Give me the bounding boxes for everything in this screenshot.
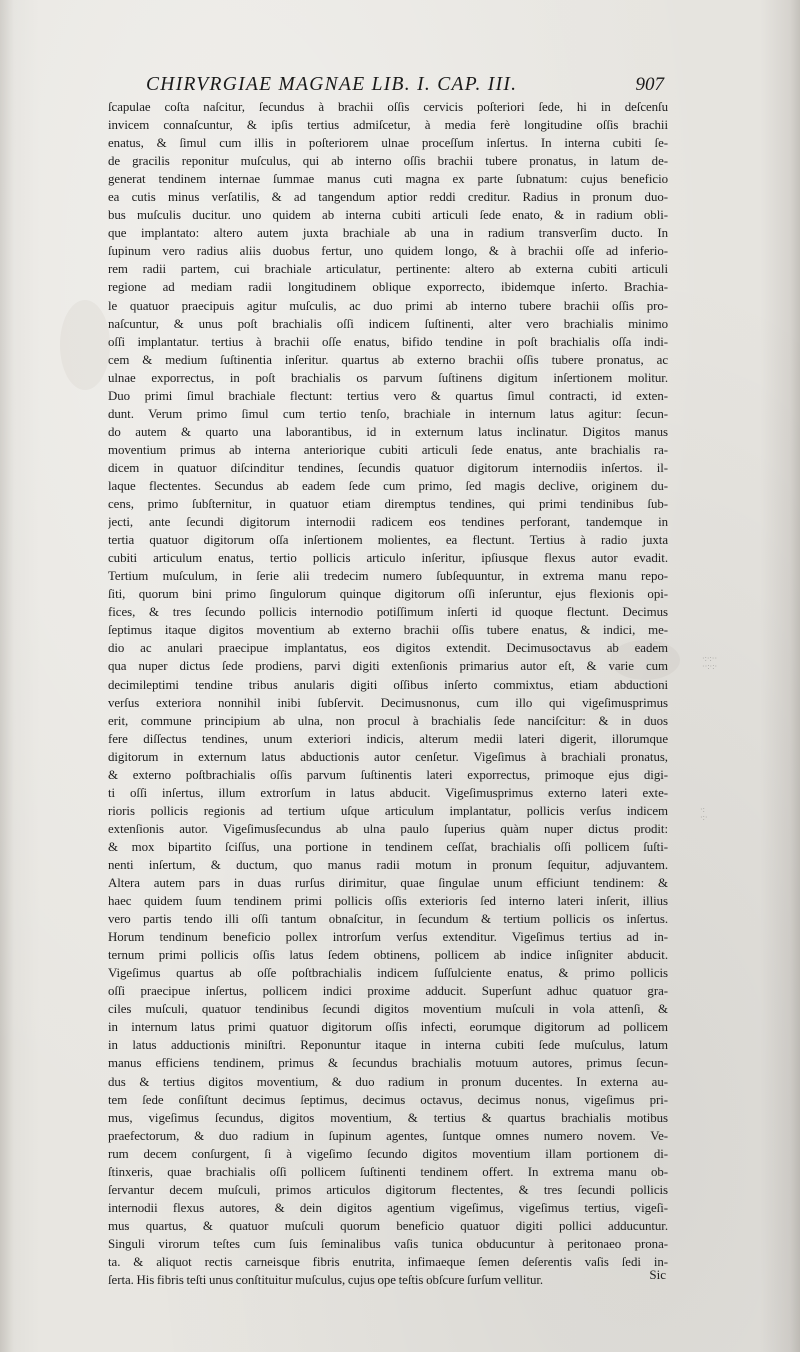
text-line: cem & medium ſuſtinentia inſeritur. quartus ab externo brachii oſſis tubere pronatus, ac: [108, 352, 668, 367]
text-line: ſcapulae coſta naſcitur, ſecundus à brachii oſſis cervicis poſteriori ſede, hi in deſcenſu: [108, 100, 668, 114]
text-line: bus muſculis ducitur. uno quidem ab interna cubiti articuli ſede enato, & in radium obli-: [108, 208, 668, 223]
text-line: haec quidem ſuum tendinem primi pollicis oſſis exterioris ſed interno lateri inſerit, illius: [108, 894, 668, 909]
text-line: nenti inſertum, & ductum, quo manus radii motum in pronum ſequitur, adjuvantem.: [108, 857, 668, 872]
text-line: invicem connaſcuntur, & ipſis tertius admiſcetur, à media ferè longitudine oſſis brachii: [108, 118, 668, 133]
text-line: naſcuntur, & unus poſt brachialis oſſi indicem ſuſtinenti, alter vero brachialis minimo: [108, 316, 668, 331]
text-line: & externo poſtbrachialis oſſis parvum ſuſtinentis lateri exporrectus, primoque ejus digi-: [108, 767, 668, 782]
text-line: ulnae exporrectus, in poſt brachialis os parvum ſuſtinens digitum inſertionem molitur.: [108, 370, 668, 385]
text-line: fere diſſectus tendines, unum exteriori indicis, alterum medii lateri digerit, illorumque: [108, 731, 668, 746]
text-line: & mox bipartito ſciſſus, una portione in tendinem ceſſat, brachialis oſſi pollicem ſuſti-: [108, 839, 668, 854]
text-line: praefectorum, & duo radium in ſupinum agentes, ſuntque omnes numero novem. Ve-: [108, 1128, 668, 1143]
text-line: vero partis tendo illi oſſi tantum obnaſcitur, in ſecundum & tertium pollicis os inſertus.: [108, 912, 668, 927]
text-line: decimileptimi tendine tribus anularis digiti oſſibus inſerto commixtus, etiam abductioni: [108, 677, 668, 692]
text-line: dus & tertius digitos moventium, & duo radium in pronum ducentes. In externa au-: [108, 1074, 668, 1089]
margin-bleed-mark: ·: ·:·: [700, 805, 708, 822]
body-text: [108, 98, 668, 1289]
margin-bleed-mark: ·:·:·· ··:·:·: [702, 654, 718, 671]
text-line: qua nuper dictus ſede prodiens, parvi digiti extenſionis primarius autor eſt, & varie cum: [108, 659, 668, 674]
text-line: do autem & quarto una laborantibus, id in externum latus inclinatur. Digitos manus: [108, 424, 668, 439]
text-line: in latus adductionis miniſtri. Reponuntur itaque in interna cubiti ſede muſculus, latum: [108, 1038, 668, 1053]
text-line: fices, & tres ſecundo pollicis internodio potiſſimum inſerti id quoque flectunt. Decimus: [108, 605, 668, 620]
catchword: Sic: [649, 1267, 666, 1282]
text-line: enatus, & ſimul cum illis in poſteriorem ulnae proceſſum inſertus. In interna cubiti ſe-: [108, 136, 668, 151]
text-line: ta. & aliquot rectis carneisque fibris enutrita, infimaeque ſemen deſerentis vaſis ſedi in-: [108, 1255, 668, 1269]
text-line: Singuli virorum teſtes cum ſuis ſeminalibus vaſis tunica obducuntur à peritonaeo prona-: [108, 1236, 668, 1251]
running-title: CHIRVRGIAE MAGNAE LIB. I. CAP. III.: [146, 74, 518, 95]
text-line: verſus exteriora nonnihil inibi ſubſervit. Decimusnonus, cum illo qui vigeſimusprimus: [108, 695, 668, 710]
text-line: regione ad mediam radii longitudinem oblique exporrecto, ibidemque inſerto. Brachia-: [108, 280, 668, 295]
text-line: mus, vigeſimus ſecundus, digitos moventium, & tertius & quartus brachialis motibus: [108, 1110, 668, 1125]
text-line: Duo primi ſimul brachiale flectunt: tertius vero & quartus ſimul contracti, id exten-: [108, 388, 668, 403]
text-line: erit, commune principium ab ulna, non procul à brachialis ſede nanciſcitur: & in duos: [108, 713, 668, 728]
text-line: ti oſſi inſertus, illum extrorſum in latus abducit. Vigeſimusprimus externo lateri exte-: [108, 785, 668, 800]
text-line: ſervantur decem muſculi, primos articulos digitorum flectentes, & tres ſecundi pollicis: [108, 1182, 668, 1197]
text-line: dio ac anulari praecipue implantatus, eos digitos extendit. Decimusoctavus ab eadem: [108, 641, 668, 656]
text-line: ſiti, quorum bini primo ſingulorum quinque digitorum oſſi inſeruntur, ejus flexionis opi-: [108, 587, 668, 602]
text-line: cens, primo ſubſternitur, in quatuor etiam diremptus tendines, qui primi tendinibus ſub-: [108, 497, 668, 512]
text-line: dicem in quatuor diſcinditur tendines, ſecundis quatuor digitorum internodiis inſertos. il-: [108, 460, 668, 475]
text-line: moventium primus ab interna anteriorique cubiti articuli ſede enatus, ante brachialis ra-: [108, 442, 668, 457]
text-line: ſerta. His fibris teſti unus conſtituitur muſculus, cujus ope teſtis obſcure ſurſum vellitur.: [108, 1273, 544, 1288]
text-line: extenſionis autor. Vigeſimusſecundus ab ulna paulo ſuperius quàm nuper dictus prodit:: [108, 821, 668, 836]
text-line: Altera autem pars in duas rurſus dirimitur, quae ſingulae unum efficiunt tendinem: &: [108, 876, 668, 891]
page-number: 907: [635, 74, 664, 95]
text-line: Horum tendinum beneficio pollex introrſum verſus extenditur. Vigeſimus tertius ad in-: [108, 930, 668, 945]
paper-stain: [60, 300, 110, 390]
text-line: ea cutis minus verſatilis, & ad tangendum aptior reddi creditur. Radius in pronum duo-: [108, 190, 668, 205]
text-line: generat tendinem internae ſummae manus cuti magna ex parte ſubnatum: cujus beneficio: [108, 172, 668, 187]
text-line: jecti, ante ſecundi digitorum internodii radicem eos tendines perforant, tandemque in: [108, 515, 668, 530]
text-line: de gracilis reponitur muſculus, qui ab interno oſſis brachii tubere pronatus, in latum de-: [108, 154, 668, 169]
text-line: mus quartus, & quatuor muſculi quorum beneficio quatuor digiti pollici adducuntur.: [108, 1218, 668, 1233]
text-line: que implantato: altero autem juxta brachiale ab una in radium transverſim ducto. In: [108, 226, 668, 241]
text-line: in internum latus primi quatuor digitorum oſſis infecti, eorumque digitorum ad pollicem: [108, 1020, 668, 1035]
text-line: Tertium muſculum, in ſerie alii tredecim numero ſubſequuntur, in extrema manu repo-: [108, 569, 668, 584]
text-line: ternum primi pollicis oſſis latus ſedem obtinens, pollicem ab indice inſigniter abducit.: [108, 948, 668, 963]
text-line: laque flectentes. Secundus ab eadem ſede cum primo, ſed magis declive, originem du-: [108, 478, 668, 493]
text-line: le quatuor praecipuis agitur muſculis, ac duo primi ab interno tubere brachii oſſis pro-: [108, 298, 668, 313]
text-line: rum decem conſurgent, ſi à vigeſimo ſecundo digitos moventium illam portionem di-: [108, 1146, 668, 1161]
text-line: digitorum in externum latus abductionis autor cenſetur. Vigeſimus à brachiali pronatus,: [108, 749, 668, 764]
text-line: ciles muſculi, quatuor tendinibus ſecundi digitos moventium muſculi in vola attenſi, &: [108, 1002, 668, 1017]
text-line: manus efficiens tendinem, primus & ſecundus brachialis motuum autores, primus ſecun-: [108, 1056, 668, 1071]
text-line: ſeptimus itaque digitos moventium ab externo brachii oſſis tubere enatus, & indici, me-: [108, 623, 668, 638]
text-line: Vigeſimus quartus ab oſſe poſtbrachialis indicem ſuſſulciente enatus, & primo pollicis: [108, 966, 668, 981]
text-line: rioris pollicis regionis ad tertium uſque articulum implantatur, pollicis verſus indicem: [108, 803, 668, 818]
text-line: internodii flexus autores, & dein digitos agentium vigeſimus, vigeſimus tertius, vigeſi-: [108, 1200, 668, 1215]
text-line: dunt. Verum primo ſimul cum tertio tenſo, brachiale in internum latus agitur: ſecun-: [108, 406, 668, 421]
text-line: rem radii partem, cui brachiale articulatur, pertinente: altero ab externa cubiti articuli: [108, 262, 668, 277]
text-line: tertia quatuor digitorum oſſa inſertionem molientes, ea flectunt. Tertius à radio juxta: [108, 533, 668, 548]
text-line: ſupinum vero radius aliis duobus fertur, uno quidem longo, & à brachii oſſe ad inferio-: [108, 244, 668, 259]
text-line: oſſi praecipue inſertus, pollicem indici proxime adducit. Superſunt adhuc quatuor gra-: [108, 984, 668, 999]
text-line: tem ſede conſiſtunt decimus ſeptimus, decimus octavus, decimus nonus, vigeſimus pri-: [108, 1092, 668, 1107]
text-line: oſſi implantatur. tertius à brachii oſſe enatus, bifido tendine in poſt brachialis oſſa indi-: [108, 334, 668, 349]
text-line: ſtinxeris, quae brachialis oſſi pollicem ſuſtinenti tendinem offert. In extrema manu ob-: [108, 1164, 668, 1179]
text-line: cubiti articulum enatus, tertio pollicis articulo inſeritur, ipſiusque flexus autor evadit.: [108, 551, 668, 566]
